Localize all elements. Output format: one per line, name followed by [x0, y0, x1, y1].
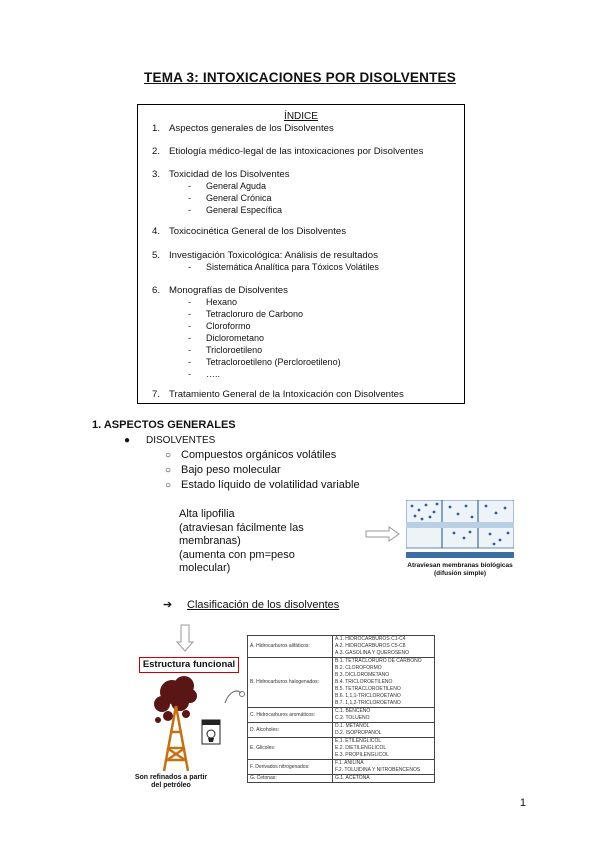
- table-row: [248, 658, 435, 708]
- circle-bullet-icon: ○: [165, 480, 172, 491]
- index-subitem: - General Específica: [188, 205, 283, 215]
- table-items: E.1. ETILENGLICOL E.2. DIETILENGLICOL E.3. PROPILENGLICOL: [333, 738, 435, 760]
- table-row: [248, 775, 435, 783]
- circle-bullet-icon: ○: [165, 450, 172, 461]
- index-box: [137, 104, 465, 404]
- table-category: G. Cetonas:: [248, 775, 333, 783]
- index-subitem: - Tetracloruro de Carbono: [188, 309, 304, 319]
- index-subitem: - …..: [188, 369, 221, 379]
- membrane-caption: Atraviesan membranas biológicas (difusión simple): [407, 562, 513, 577]
- estructura-funcional-label: Estructura funcional: [139, 657, 239, 673]
- right-arrow-icon: [365, 526, 401, 542]
- membrane-diffusion-illustration: [406, 500, 514, 560]
- index-subitem: - Tetracloroetileno (Percloroetileno): [188, 357, 341, 367]
- list-item: ○ Estado líquido de volatilidad variable: [165, 479, 360, 491]
- table-row: [248, 636, 435, 658]
- list-item: ○ Compuestos orgánicos volátiles: [165, 449, 337, 461]
- table-category: B. Hidrocarburos halogenados:: [248, 658, 333, 708]
- bullet-disolventes: ● DISOLVENTES: [124, 435, 216, 446]
- table-category: E. Glicoles:: [248, 738, 333, 760]
- table-items: A.1. HIDROCARBUROS C1-C4 A.2. HIDROCARBUROS C5-C8 A.3. GASOLINA Y QUEROSENO: [333, 636, 435, 658]
- index-subitem: - General Crónica: [188, 193, 272, 203]
- oil-derrick-illustration: [150, 676, 222, 774]
- arrow-right-icon: ➔: [163, 599, 173, 611]
- table-items: B.1. TETRACLORURO DE CARBONO B.2. CLOROFORMO B.3. DICLOROMETANO B.4. TRICLOROETILENO B.5. TETRACLOROETILENO B.6. 1,1,1-TRICLOROETANO B.7. 1,1,2-TRICLOROETANO: [333, 658, 435, 708]
- table-items: G.1. ACETONA: [333, 775, 435, 783]
- table-items: F.1. ANILINA F.2. TOLUIDINA Y NITROBENCENOS: [333, 760, 435, 775]
- table-row: [248, 760, 435, 775]
- index-subitem: - Cloroformo: [188, 321, 251, 331]
- down-arrow-icon: [176, 624, 194, 652]
- table-row: [248, 708, 435, 723]
- bullet-icon: ●: [124, 435, 131, 446]
- index-item-7: 7. Tratamiento General de la Intoxicación con Disolventes: [152, 389, 404, 400]
- oil-caption: Son refinados a partir del petróleo: [134, 774, 208, 789]
- page-title: TEMA 3: INTOXICACIONES POR DISOLVENTES: [144, 70, 456, 85]
- index-subitem: - Hexano: [188, 297, 238, 307]
- page-number: 1: [519, 797, 526, 809]
- index-subitem: - Tricloroetileno: [188, 345, 263, 355]
- index-item-6: 6. Monografías de Disolventes: [152, 285, 288, 296]
- table-items: C.1. BENCENO C.2. TOLUENO: [333, 708, 435, 723]
- lipofilia-text: Alta lipofilia (atraviesan fácilmente las membranas) (aumenta con pm=peso molecular): [179, 508, 304, 574]
- connector-icon: [223, 683, 247, 707]
- table-items: D.1. METANOL D.2. ISOPROPANOL: [333, 723, 435, 738]
- clasificacion-heading: ➔ Clasificación de los disolventes: [163, 599, 340, 611]
- table-category: A. Hidrocarburos alifáticos:: [248, 636, 333, 658]
- index-item-3: 3. Toxicidad de los Disolventes: [152, 169, 290, 180]
- index-item-5: 5. Investigación Toxicológica: Análisis de resultados: [152, 250, 378, 261]
- index-item-4: 4. Toxicocinética General de los Disolventes: [152, 226, 347, 237]
- index-item-2: 2. Etiología médico-legal de las intoxicaciones por Disolventes: [152, 146, 424, 157]
- classification-table: [247, 635, 435, 783]
- table-category: F. Derivados nitrogenados:: [248, 760, 333, 775]
- table-category: D. Alcoholes:: [248, 723, 333, 738]
- table-row: [248, 738, 435, 760]
- index-subitem: - Sistemática Analítica para Tóxicos Volátiles: [188, 262, 379, 272]
- table-row: [248, 723, 435, 738]
- list-item: ○ Bajo peso molecular: [165, 464, 281, 476]
- section-heading: 1. ASPECTOS GENERALES: [92, 419, 236, 431]
- table-category: C. Hidrocarburos aromáticos:: [248, 708, 333, 723]
- index-heading: ÍNDICE: [284, 111, 318, 122]
- index-subitem: - General Aguda: [188, 181, 267, 191]
- circle-bullet-icon: ○: [165, 465, 172, 476]
- index-subitem: - Diclorometano: [188, 333, 265, 343]
- index-item-1: 1. Aspectos generales de los Disolventes: [152, 123, 334, 134]
